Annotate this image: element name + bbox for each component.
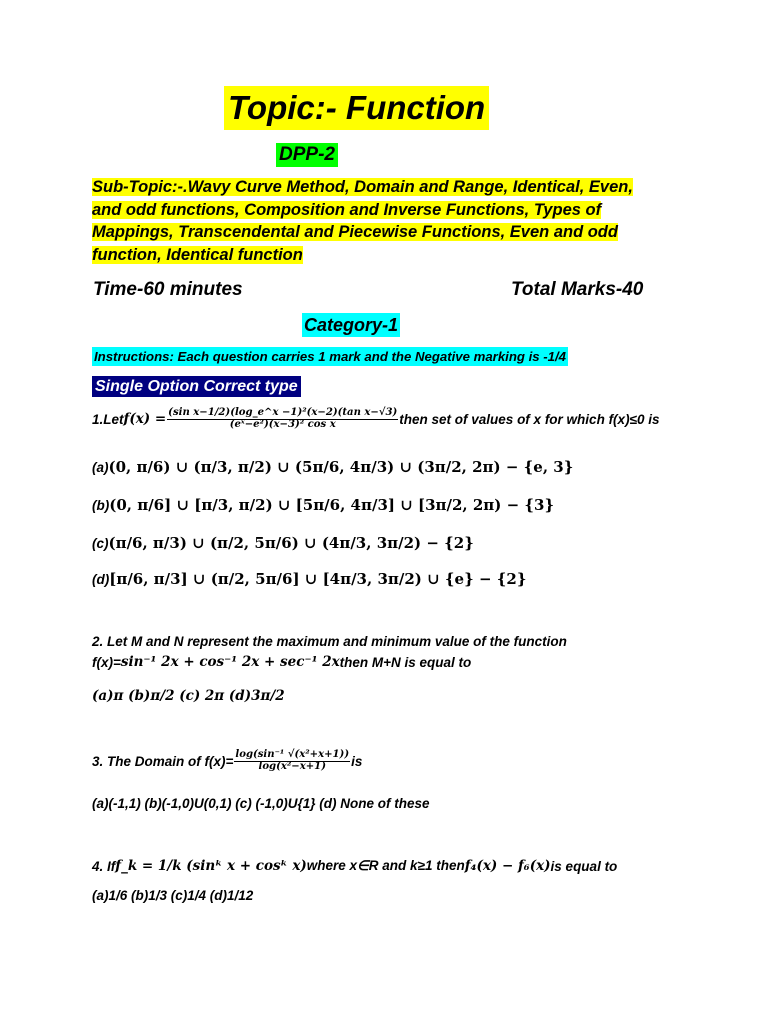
option-expr: [π/6, π/3] ∪ (π/2, 5π/6] ∪ [4π/3, 3π/2) ∪ {e} − {2}: [109, 570, 527, 588]
q1-option-c[interactable]: [92, 534, 474, 552]
option-label: (d): [92, 571, 110, 587]
page-title: Topic:- Function: [224, 86, 489, 130]
subtopic: [92, 176, 692, 266]
question-4: [92, 858, 617, 874]
q2-options[interactable]: [92, 688, 285, 704]
q1-option-d[interactable]: [92, 570, 526, 588]
question-2-line2: [92, 654, 471, 670]
q1-numerator: (sin x−1/2)(log_e^x −1)²(x−2)(tan x−√3): [168, 407, 398, 418]
total-marks-label: Total Marks-40: [511, 279, 644, 300]
subtopic-line: function, Identical function: [92, 245, 303, 264]
q1-lead: 1.Let: [92, 411, 124, 427]
q4-expr: f_k = 1/k (sinᵏ x + cosᵏ x): [115, 858, 307, 874]
q3-tail: is: [351, 753, 363, 769]
q2-options-text: (a)π (b)π/2 (c) 2π (d)3π/2: [92, 688, 285, 704]
option-expr: (π/6, π/3) ∪ (π/2, 5π/6) ∪ (4π/3, 3π/2) − {2}: [108, 534, 474, 552]
q3-fraction: [234, 750, 350, 772]
question-1: [92, 408, 660, 430]
q4-options-text: (a)1/6 (b)1/3 (c)1/4 (d)1/12: [92, 888, 254, 903]
question-type-label: Single Option Correct type: [92, 376, 301, 397]
q1-option-a[interactable]: [92, 458, 573, 476]
q3-lead: 3. The Domain of f(x)=: [92, 753, 234, 769]
q3-options[interactable]: [92, 796, 430, 811]
q1-fx: f(x) =: [123, 411, 167, 428]
option-label: (c): [92, 535, 109, 551]
q1-option-b[interactable]: [92, 496, 554, 514]
time-label: Time-60 minutes: [93, 279, 243, 300]
q4-tail: is equal to: [550, 858, 618, 874]
q1-tail: then set of values of x for which f(x)≤0 is: [399, 411, 660, 427]
category-label: Category-1: [304, 315, 399, 335]
dpp-label: DPP-2: [276, 143, 338, 167]
q4-options[interactable]: [92, 888, 253, 903]
option-label: (b): [92, 497, 110, 513]
question-3: [92, 750, 362, 772]
subtopic-line: Mappings, Transcendental and Piecewise Functions, Even and odd: [92, 223, 618, 242]
option-label: (a): [92, 459, 109, 475]
option-expr: (0, π/6] ∪ [π/3, π/2) ∪ [5π/6, 4π/3] ∪ [3π/2, 2π) − {3}: [109, 496, 555, 514]
q3-options-text: (a)(-1,1) (b)(-1,0)U(0,1) (c) (-1,0)U{1} (d) None of these: [92, 796, 430, 811]
question-2: [92, 634, 567, 649]
q3-denominator: log(x²−x+1): [258, 760, 326, 772]
instructions: Instructions: Each question carries 1 mark and the Negative marking is -1/4: [94, 349, 566, 364]
option-expr: (0, π/6) ∪ (π/3, π/2) ∪ (5π/6, 4π/3) ∪ (3π/2, 2π) − {e, 3}: [108, 458, 574, 476]
q2-line1: 2. Let M and N represent the maximum and minimum value of the function: [92, 634, 567, 649]
q3-numerator: log(sin⁻¹ √(x²+x+1)): [235, 749, 350, 760]
subtopic-line: and odd functions, Composition and Inverse Functions, Types of: [92, 200, 602, 219]
subtopic-line: Sub-Topic:-.Wavy Curve Method, Domain and Range, Identical, Even,: [92, 178, 633, 196]
q2-expr: sin⁻¹ 2x + cos⁻¹ 2x + sec⁻¹ 2x: [120, 654, 340, 670]
q1-denominator: (eˣ−e²)(x−3)² cos x: [229, 418, 336, 430]
q2-tail: then M+N is equal to: [339, 654, 472, 670]
q4-mid: where x∈R and k≥1 then: [306, 858, 465, 873]
q4-expr2: f₄(x) − f₆(x): [464, 858, 551, 874]
q2-lead: f(x)=: [92, 654, 121, 670]
q1-fraction: [167, 408, 398, 430]
q4-lead: 4. If: [92, 858, 116, 874]
